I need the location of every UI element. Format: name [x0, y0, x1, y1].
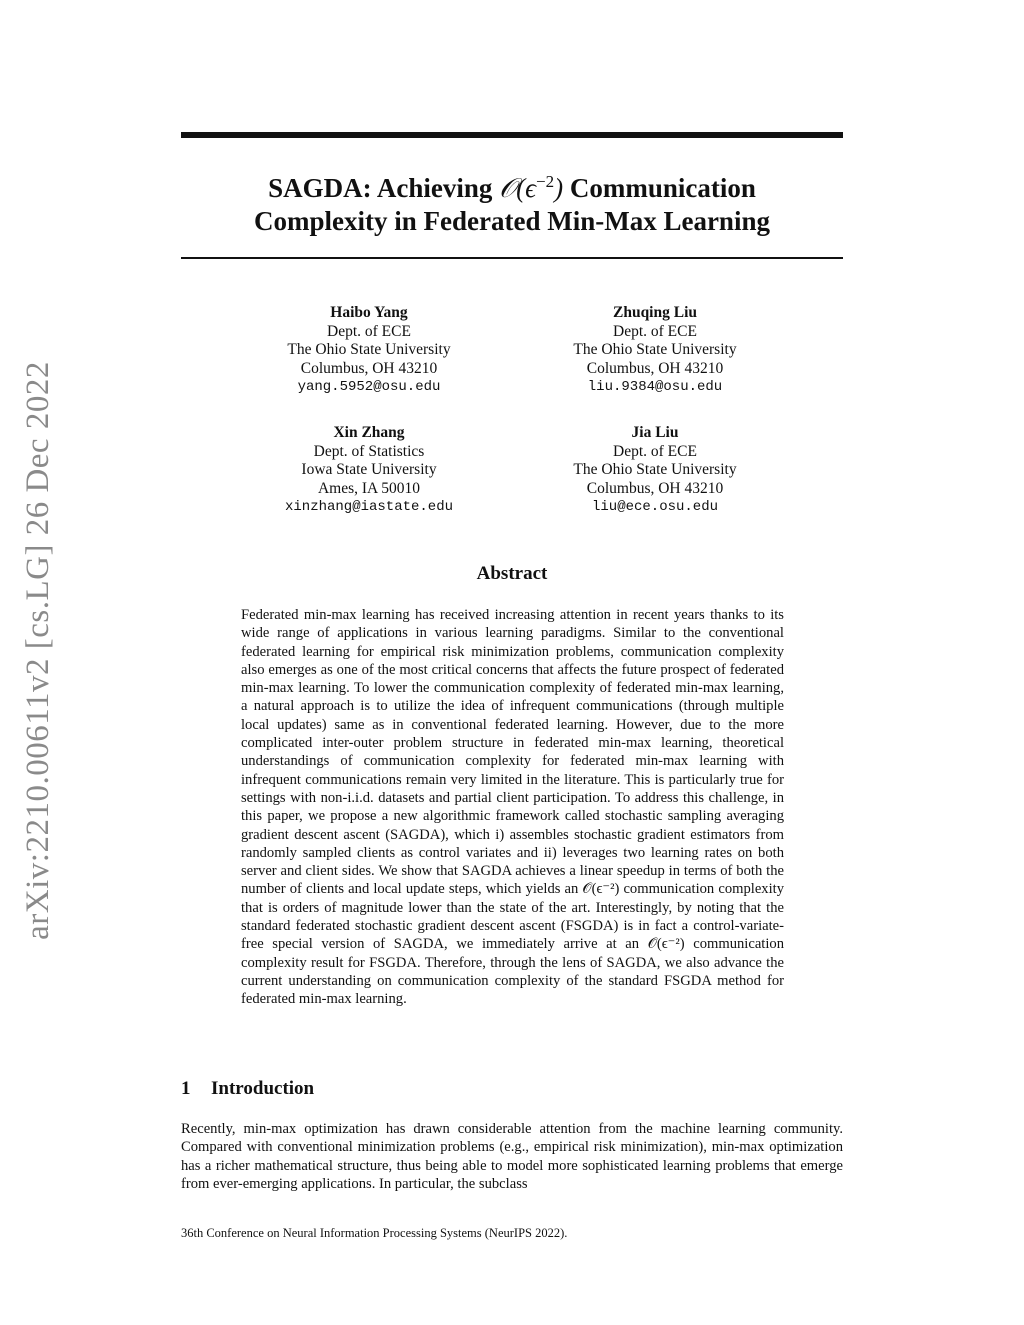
author-name: Zhuqing Liu: [612, 304, 698, 321]
author-dept: Dept. of ECE: [327, 322, 411, 340]
author-institution: The Ohio State University: [573, 341, 737, 358]
author-name: Haibo Yang: [330, 304, 408, 321]
author-name: Xin Zhang: [333, 424, 405, 441]
author-dept: Dept. of ECE: [613, 322, 697, 340]
arxiv-identifier: arXiv:2210.00611v2 [cs.LG] 26 Dec 2022: [19, 360, 56, 940]
author-address: Columbus, OH 43210: [586, 479, 724, 497]
author-block: [224, 424, 514, 517]
author-block: [510, 304, 800, 397]
arxiv-side-stamp: [0, 350, 76, 950]
title-line2: Complexity in Federated Min-Max Learning: [254, 206, 770, 236]
title-math-close: ): [554, 173, 564, 203]
conference-footnote: 36th Conference on Neural Information Processing Systems (NeurIPS 2022).: [181, 1226, 568, 1240]
author-address: Columbus, OH 43210: [300, 359, 438, 377]
title-math-exponent: −2: [536, 172, 555, 191]
author-email[interactable]: liu@ece.osu.edu: [591, 499, 719, 515]
author-name: Jia Liu: [631, 424, 679, 441]
author-dept: Dept. of ECE: [613, 442, 697, 460]
title-part2: Communication: [563, 173, 756, 203]
introduction-text: Recently, min-max optimization has drawn considerable attention from the machine learning community. Compared with conventional minimization problems (e.g., empirical risk minimization), min-max optimization has a richer mathematical structure, thus being able to model more sophisticated learning problems that emerge from ever-emerging applications. In particular, the subclass: [181, 1121, 843, 1192]
paper-title: [181, 165, 843, 238]
title-top-rule: [181, 132, 843, 138]
author-email[interactable]: yang.5952@osu.edu: [297, 379, 441, 395]
author-institution: The Ohio State University: [287, 341, 451, 358]
abstract-text: Federated min-max learning has received increasing attention in recent years thanks to its wide range of applications in various learning paradigms. Similar to the conventional federated learning for empirical risk minimization problems, communication complexity also emerges as one of the most critical concerns that affects the future prospect of federated min-max learning. To lower the communication complexity of federated min-max learning, a natural approach is to utilize the idea of infrequent communications (through multiple local updates) same as in conventional federated learning. However, due to the more complicated inter-outer problem structure in federated min-max learning, theoretical understandings of communication complexity for federated min-max learning with infrequent communications remain very limited in the literature. This is particularly true for settings with non-i.i.d. datasets and partial client participation. To address this challenge, in this paper, we propose a new algorithmic framework called stochastic sampling averaging gradient descent ascent (SAGDA), which i) assembles stochastic gradient estimators from randomly sampled clients as control variates and ii) leverages two learning rates on both server and client sides. We show that SAGDA achieves a linear speedup in terms of both the number of clients and local update steps, which yields an 𝒪(ϵ⁻²) communication complexity that is orders of magnitude lower than the state of the art. Interestingly, by noting that the standard federated stochastic gradient descent ascent (FSGDA) is in fact a control-variate-free special version of SAGDA, we immediately arrive at an 𝒪(ϵ⁻²) communication complexity result for FSGDA. Therefore, through the lens of SAGDA, we also advance the current understanding on communication complexity of the standard FSGDA method for federated min-max learning.: [241, 607, 784, 1008]
title-part1: SAGDA: Achieving: [268, 173, 500, 203]
title-math: [499, 173, 563, 203]
section-number: 1: [181, 1078, 191, 1099]
author-block: [224, 304, 514, 397]
author-institution: The Ohio State University: [573, 461, 737, 478]
author-email[interactable]: liu.9384@osu.edu: [587, 379, 723, 395]
author-email[interactable]: xinzhang@iastate.edu: [284, 499, 454, 515]
section-title: Introduction: [211, 1078, 315, 1099]
author-address: Columbus, OH 43210: [586, 359, 724, 377]
author-address: Ames, IA 50010: [317, 479, 421, 497]
author-institution: Iowa State University: [301, 461, 437, 478]
abstract-heading: Abstract: [476, 563, 548, 584]
title-bottom-rule: [181, 257, 843, 259]
author-block: [510, 424, 800, 517]
section-heading-introduction: [181, 1078, 843, 1100]
author-dept: Dept. of Statistics: [313, 442, 425, 460]
title-math-symbol: 𝒪(ϵ: [499, 173, 537, 203]
